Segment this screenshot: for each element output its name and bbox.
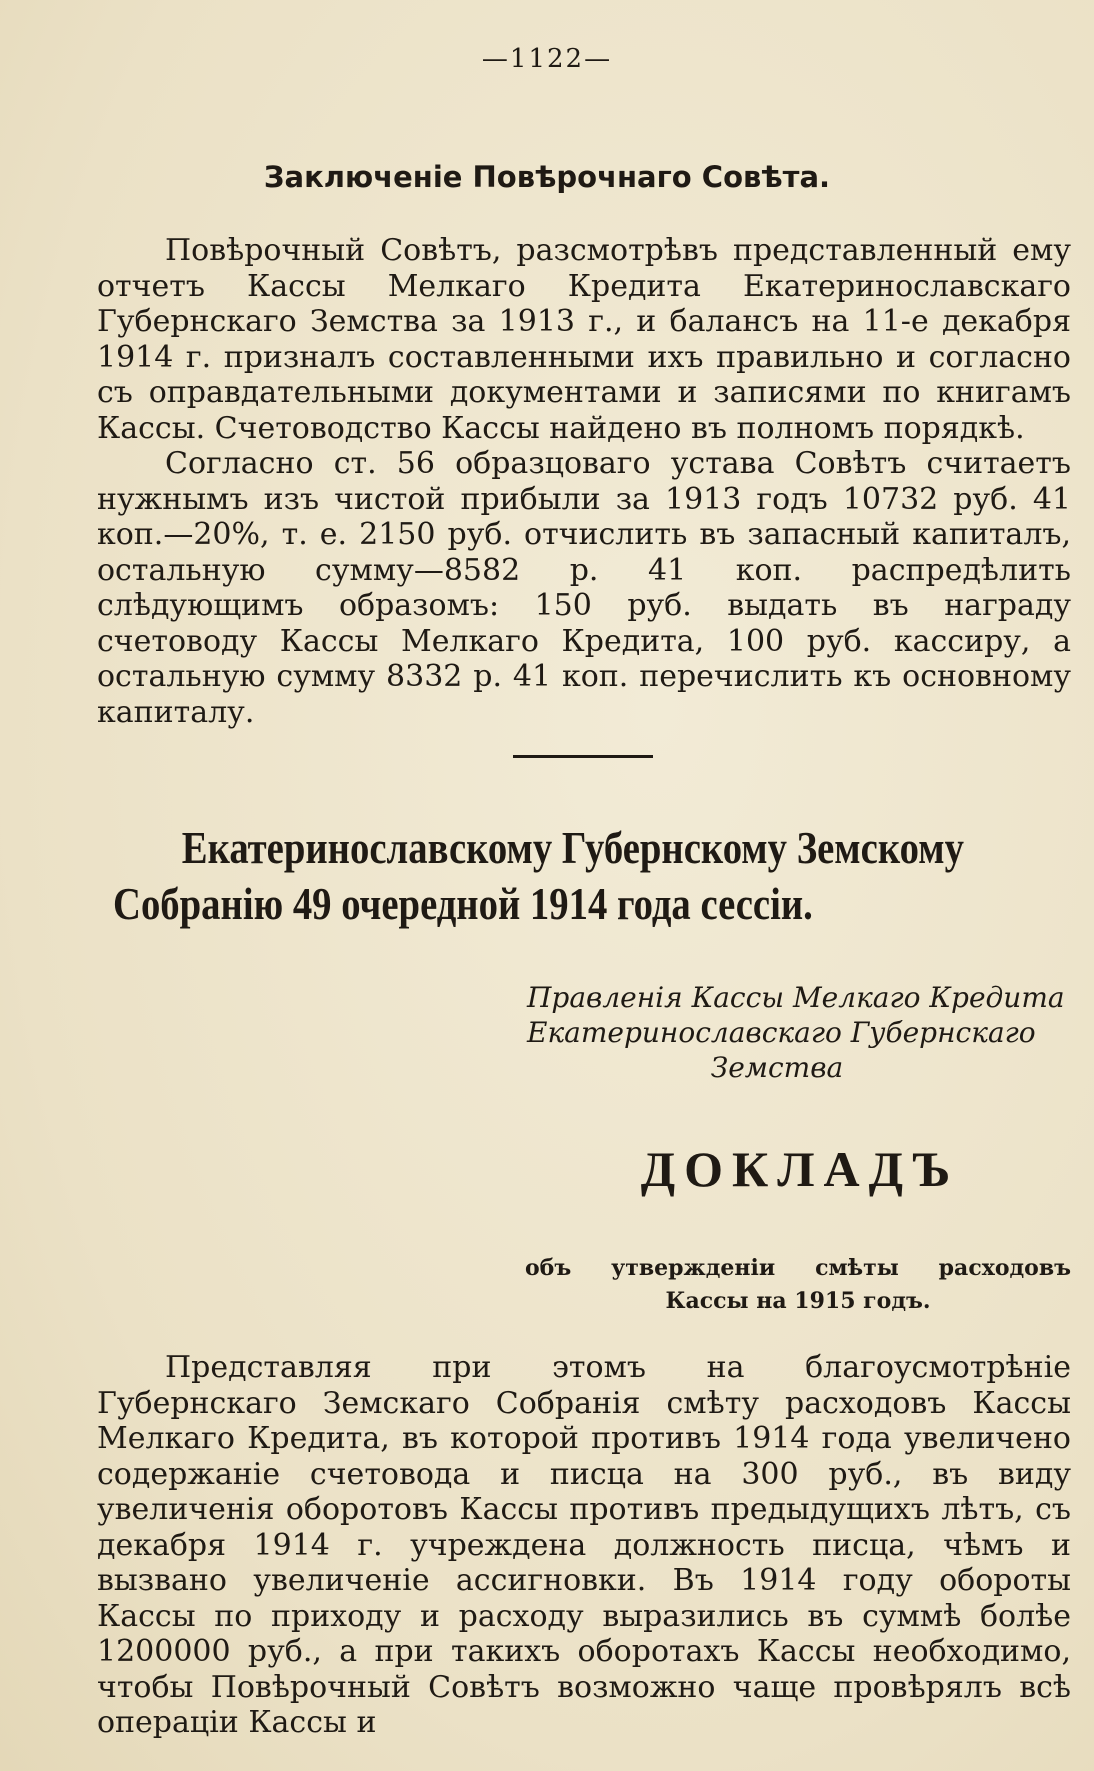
divider-rule — [513, 755, 653, 758]
subject-line: объ утвержденіи смѣты расходовъ — [525, 1255, 1071, 1281]
address-line: Собранію 49 очередной 1914 года сессіи. — [113, 879, 813, 929]
page-number: —1122— — [481, 44, 613, 74]
section1-body — [97, 233, 1071, 730]
document-type-title: ДОКЛАДЪ — [640, 1141, 960, 1197]
paragraph: Повѣрочный Совѣтъ, разсмотрѣвъ представленный ему отчетъ Кассы Мелкаго Кредита Екатеринославскаго Губернскаго Земства за 1913 г., и балансъ на 11-е декабря 1914 г. призналъ составленными ихъ правильно и согласно съ оправдательными документами и записями по книгамъ Кассы. Счетоводство Кассы найдено въ полномъ порядкѣ. — [97, 233, 1071, 446]
author-line: Земства — [710, 1051, 844, 1084]
address-heading — [113, 820, 964, 932]
report-subject — [525, 1252, 1071, 1318]
paragraph: Представляя при этомъ на благоусмотрѣніе Губернскаго Земскаго Собранія смѣту расходовъ Кассы Мелкаго Кредита, въ которой противъ 1914 года увеличено содержаніе счетовода и писца на 300 руб., въ виду увеличенія оборотовъ Кассы противъ предыдущихъ лѣтъ, съ декабря 1914 г. учреждена должность писца, чѣмъ и вызвано увеличеніе ассигновки. Въ 1914 году обороты Кассы по приходу и расходу выразились въ суммѣ болѣе 1200000 руб., а при такихъ оборотахъ Кассы необходимо, чтобы Повѣрочный Совѣтъ возможно чаще провѣрялъ всѣ операціи Кассы и — [97, 1350, 1071, 1740]
section-title: Заключеніе Повѣрочнаго Совѣта. — [263, 160, 831, 194]
author-block — [527, 980, 1072, 1085]
paragraph: Согласно ст. 56 образцоваго устава Совѣтъ считаетъ нужнымъ изъ чистой прибыли за 1913 годъ 10732 руб. 41 коп.—20%, т. е. 2150 руб. отчислить въ запасный капиталъ, остальную сумму—8582 р. 41 коп. распредѣлить слѣдующимъ образомъ: 150 руб. выдать въ награду счетоводу Кассы Мелкаго Кредита, 100 руб. кассиру, а остальную сумму 8332 р. 41 коп. перечислить къ основному капиталу. — [97, 446, 1071, 730]
subject-line: Кассы на 1915 годъ. — [665, 1288, 931, 1314]
author-line: Правленія Кассы Мелкаго Кредита — [527, 981, 1065, 1014]
address-line: Екатеринославскому Губернскому Земскому — [181, 823, 964, 873]
author-line: Екатеринославскаго Губернскаго — [527, 1016, 1036, 1049]
section2-body — [97, 1350, 1071, 1741]
